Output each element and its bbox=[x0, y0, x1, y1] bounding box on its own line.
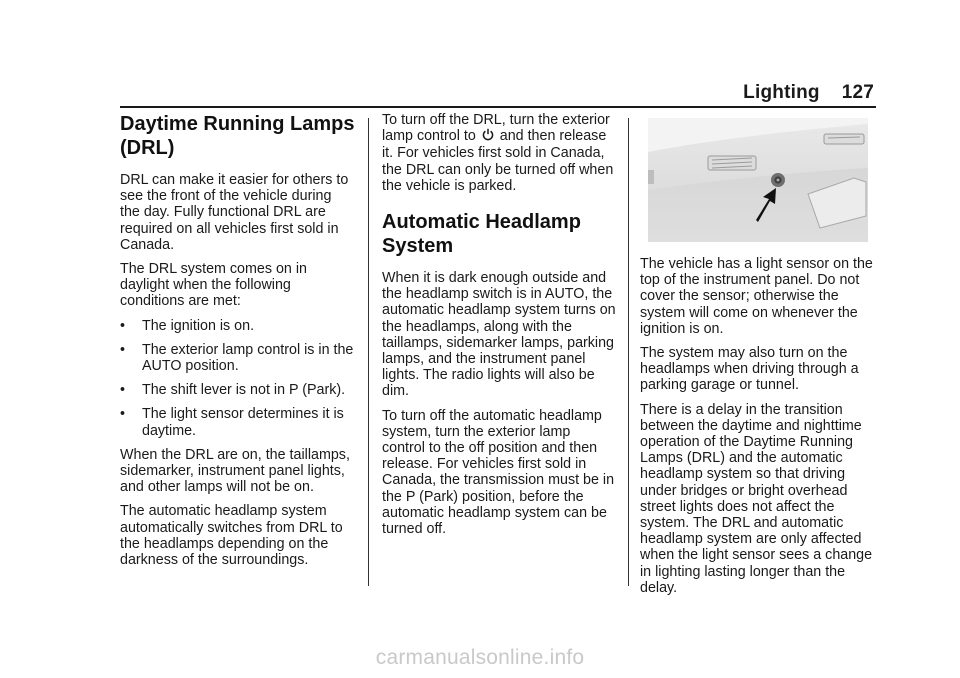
list-item: • The ignition is on. bbox=[120, 317, 255, 334]
column-divider-1 bbox=[368, 118, 369, 586]
drl-heading: Daytime Running Lamps (DRL) bbox=[120, 113, 355, 159]
watermark: carmanualsonline.info bbox=[375, 646, 585, 669]
running-head bbox=[743, 82, 874, 104]
drl-conditions-list bbox=[120, 318, 355, 439]
column-2 bbox=[382, 112, 617, 545]
drl-intro: DRL can make it easier for others to see the front of the vehicle during the day. Fully functional DRL are required on all vehicles first sold in Canada. bbox=[120, 172, 349, 253]
column-1 bbox=[120, 112, 355, 576]
bullet: • bbox=[120, 317, 126, 334]
light-sensor bbox=[771, 173, 785, 187]
drl-switching-note: The automatic headlamp system automatically switches from DRL to the headlamps depending on the darkness of the surroundings. bbox=[120, 503, 343, 569]
header-rule bbox=[120, 106, 876, 108]
page-number: 127 bbox=[841, 82, 874, 103]
section-title: Lighting bbox=[743, 82, 820, 103]
bullet: • bbox=[120, 406, 126, 423]
auto-headlamp-description: When it is dark enough outside and the headlamp switch is in AUTO, the automatic headlamp system turns on the headlamps, along with the taillamps, sidemarker lamps, parking lamps, and the instrument panel lights. The radio lights will also be dim. bbox=[382, 270, 616, 400]
column-3 bbox=[640, 112, 875, 604]
power-off-icon bbox=[482, 128, 494, 145]
bullet: • bbox=[120, 341, 126, 358]
drl-on-note: When the DRL are on, the taillamps, sidemarker, instrument panel lights, and other lamps will not be on. bbox=[120, 446, 350, 496]
list-item: • The shift lever is not in P (Park). bbox=[120, 382, 346, 399]
auto-headlamp-turn-off: To turn off the automatic headlamp system, turn the exterior lamp control to the off position and then release. For vehicles first sold in Canada, the transmission must be in the P (Park) position, before the automatic headlamp system can be turned off. bbox=[382, 407, 615, 538]
list-item: • The light sensor determines it is daytime. bbox=[120, 406, 344, 439]
drl-turn-off-text: To turn off the DRL, turn the exterior lamp control to and then release it. For vehicles first sold in Canada, the DRL can only be turned off when the vehicle is parked. bbox=[382, 112, 614, 194]
list-item: • The exterior lamp control is in the AUTO position. bbox=[120, 341, 354, 375]
transition-delay-note: There is a delay in the transition between the daytime and nighttime operation of the Daytime Running Lamps (DRL) and the automatic headlamp system so that driving under bridges or bright overhead street lights does not affect the system. The DRL and automatic headlamp system are only affected when the light sensor sees a change in lighting lasting longer than the delay. bbox=[640, 401, 873, 596]
auto-headlamp-heading: Automatic Headlamp System bbox=[382, 211, 581, 258]
drl-conditions-intro: The DRL system comes on in daylight when the following conditions are met: bbox=[120, 261, 307, 310]
column-divider-2 bbox=[628, 118, 629, 586]
light-sensor-illustration bbox=[648, 118, 868, 242]
light-sensor-location: The vehicle has a light sensor on the top of the instrument panel. Do not cover the sensor; otherwise the system will come on whenever the ignition is on. bbox=[640, 256, 873, 337]
garage-tunnel-note: The system may also turn on the headlamps when driving through a parking garage or tunnel. bbox=[640, 345, 859, 394]
bullet: • bbox=[120, 382, 126, 399]
